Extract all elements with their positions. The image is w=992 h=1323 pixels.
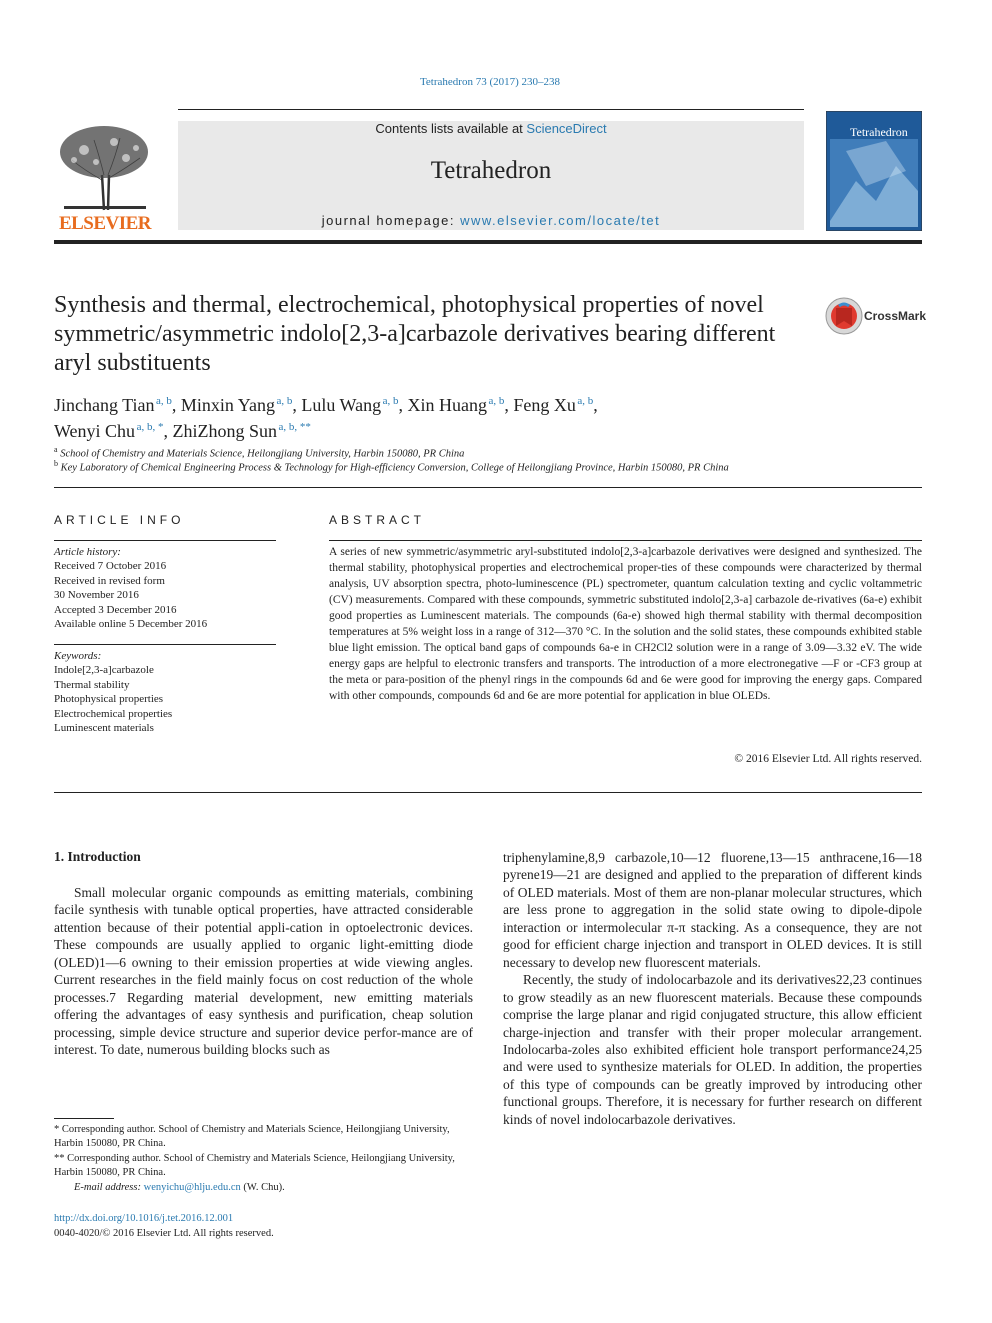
footnote-rule: [54, 1118, 114, 1119]
intro-paragraph: triphenylamine,8,9 carbazole,10—12 fluorene,13—15 anthracene,16—18 pyrene19—21 are designed and applied to the preparation of different kinds of OLED materials. Most of them are non-planar molecular structures, which are less prone to aggregation in the solid state owing to dipole-dipole interaction or intermolecular π-π stacking. As a consequence, they are not good for efficient charge injection and transport in OLED devices. It is still necessary to develop new fluorescent materials.: [503, 850, 922, 970]
journal-citation[interactable]: Tetrahedron 73 (2017) 230–238: [419, 76, 561, 88]
sciencedirect-link[interactable]: ScienceDirect: [526, 121, 607, 136]
affiliation-a: $^a$ School of Chemistry and Materials Science, Heilongjiang University, Harbin 150080, PR China: [54, 445, 465, 460]
footnote-corresponding-1: * Corresponding author. School of Chemistry and Materials Science, Heilongjiang University, Harbin 150080, PR China.: [54, 1124, 450, 1150]
keyword: Electrochemical properties: [54, 707, 173, 720]
footnote-email: E-mail address: wenyichu@hlju.edu.cn (W. Chu).: [74, 1182, 285, 1193]
keywords: Keywords: Indole[2,3-a]carbazole Thermal stability Photophysical properties Electrochemical properties Luminescent materials: [54, 649, 276, 735]
author-affil-mark[interactable]: a, b: [577, 395, 594, 407]
author-affil-mark[interactable]: a, b: [382, 395, 399, 407]
abstract-heading: ABSTRACT: [329, 513, 426, 527]
abstract-text: A series of new symmetric/asymmetric aryl-substituted indolo[2,3-a]carbazole derivatives were designed and synthesized. The thermal stability, photophysical properties and electrochemical proper-ties of these compounds were characterized by thermal analysis, UV absorption spectra, photo-luminescence (PL) spectrometer, quantum calculation texting and cyclic voltammetric (CV) measurements. Compared with these compounds, symmetric substituted indolo[2,3-a] carbazole de-rivatives (6a-e) exhibit good properties as Luminescent materials. The compounds (6a-e) showed high thermal stability with thermal decomposition temperatures at 5% weight loss in a range of 312—370 °C. In the solution and the solid states, these compounds exhibited stable blue light emission. The optical band gaps of compounds 6a-e in CH2Cl2 solution were in a range of 3.09—3.32 eV. The wide energy gaps are helpful to electronic transfers and transports. The introduction of a more electronegative —F or -CF3 group at the meta or para-position of the phenyl rings in the compounds 6d and 6e were good for improving the energy gaps. Compared with other compounds, compounds 6d and 6e are more potential for application in blue OLEDs.: [329, 546, 922, 702]
author-name[interactable]: Xin Huang: [407, 395, 487, 415]
header-rule: [178, 109, 804, 110]
keyword: Indole[2,3-a]carbazole: [54, 664, 154, 677]
section-rule: [54, 487, 922, 488]
journal-name: Tetrahedron: [430, 157, 552, 184]
article-info-rule: [54, 540, 276, 541]
article-history: Article history: Received 7 October 2016 Received in revised form 30 November 2016 Accepted 3 December 2016 Available online 5 December 2016: [54, 546, 208, 631]
crossmark-label: CrossMark: [864, 309, 927, 323]
author-affil-mark[interactable]: a, b: [276, 395, 293, 407]
crossmark-icon: [824, 296, 864, 336]
article-info-heading: ARTICLE INFO: [54, 513, 185, 527]
abstract-bottom-rule: [54, 792, 922, 793]
header-thick-rule: [54, 240, 922, 244]
author-name[interactable]: Minxin Yang: [180, 395, 275, 415]
author-list: Jinchang Tian $^{a, b}$, Minxin Yang $^{a, b}$, Lulu Wang $^{a, b}$, Xin Huang $^{a, b}$, Feng Xu $^{a, b}$, Wenyi Chu $^{a, b, *}$, ZhiZhong Sun $^{a, b, **}$: [54, 395, 598, 441]
intro-paragraph: Recently, the study of indolocarbazole and its derivatives22,23 continues to grow steadily as an new fluorescent materials. Because these compounds comprise the large planar and rigid conjugated structure, this allow efficient charge-injection and transfer with their proper molecular arrangement. Indolocarba-zoles also exhibited efficient hole transport performance24,25 and were used to synthesize materials for OLED. In addition, the properties of this type of compounds can be greatly improved by introducing other functional groups. Therefore, it is necessary for further research on different kinds of novel indolocarbazole derivatives.: [503, 972, 922, 1127]
author-name[interactable]: Jinchang Tian: [54, 395, 155, 415]
footnote-corresponding-2: ** Corresponding author. School of Chemistry and Materials Science, Heilongjiang University, Harbin 150080, PR China.: [54, 1153, 455, 1179]
keyword: Luminescent materials: [54, 722, 154, 735]
homepage-link[interactable]: www.elsevier.com/locate/tet: [460, 213, 661, 228]
intro-left-column: Small molecular organic compounds as emitting materials, combining facile synthesis with tunable optical properties, have attracted considerable attention because of their potential appli-cation in optoelectronic devices. These compounds are usually applied to organic light-emitting diode (OLED)1—6 owning to their emission properties at wide viewing angles. Current researches in the field mainly focus on cost reduction of the whole processes.7 Regarding material development, new emitting materials offering the advantages of easy synthesis and purification, cheap solution processing, simple device structure and superior device perfor-mance are of interest. To date, numerous building blocks such as: [54, 885, 473, 1058]
issn-line: 0040-4020/© 2016 Elsevier Ltd. All rights reserved.: [54, 1228, 274, 1239]
contents-line: Contents lists available at ScienceDirect: [375, 121, 607, 136]
doi-block: [54, 1211, 274, 1241]
crossmark-badge[interactable]: [824, 296, 927, 336]
abstract-copyright: © 2016 Elsevier Ltd. All rights reserved.: [734, 753, 922, 765]
author-name[interactable]: Lulu Wang: [301, 395, 382, 415]
author-name[interactable]: ZhiZhong Sun: [172, 421, 277, 441]
doi-link[interactable]: http://dx.doi.org/10.1016/j.tet.2016.12.001: [54, 1213, 234, 1224]
author-affil-mark[interactable]: a, b: [156, 395, 172, 407]
author-name[interactable]: Feng Xu: [513, 395, 576, 415]
author-affil-mark[interactable]: a, b: [488, 395, 505, 407]
author-affil-mark[interactable]: a, b, *: [136, 421, 164, 433]
email-link[interactable]: wenyichu@hlju.edu.cn: [143, 1182, 241, 1193]
article-title: Synthesis and thermal, electrochemical, photophysical properties of novel symmetric/asymmetric indolo[2,3-a]carbazole derivatives bearing different aryl substituents: [54, 292, 776, 376]
publisher-wordmark: ELSEVIER: [58, 213, 152, 234]
keywords-rule: [54, 644, 276, 645]
journal-cover: [826, 111, 922, 231]
journal-homepage: journal homepage: www.elsevier.com/locate/tet: [321, 213, 661, 228]
abstract-rule: [329, 540, 922, 541]
cover-title: Tetrahedron: [850, 125, 908, 139]
author-affil-mark[interactable]: a, b, **: [278, 421, 311, 433]
section-heading-introduction: 1. Introduction: [54, 849, 141, 864]
keyword: Photophysical properties: [54, 693, 164, 706]
intro-right-column: [503, 849, 922, 1128]
affiliation-b: $^b$ Key Laboratory of Chemical Engineering Process & Technology for High-efficiency Conversion, College of Heilongjiang Province, Harbin 150080, PR China: [54, 459, 729, 474]
author-name[interactable]: Wenyi Chu: [54, 421, 136, 441]
keyword: Thermal stability: [54, 678, 130, 691]
